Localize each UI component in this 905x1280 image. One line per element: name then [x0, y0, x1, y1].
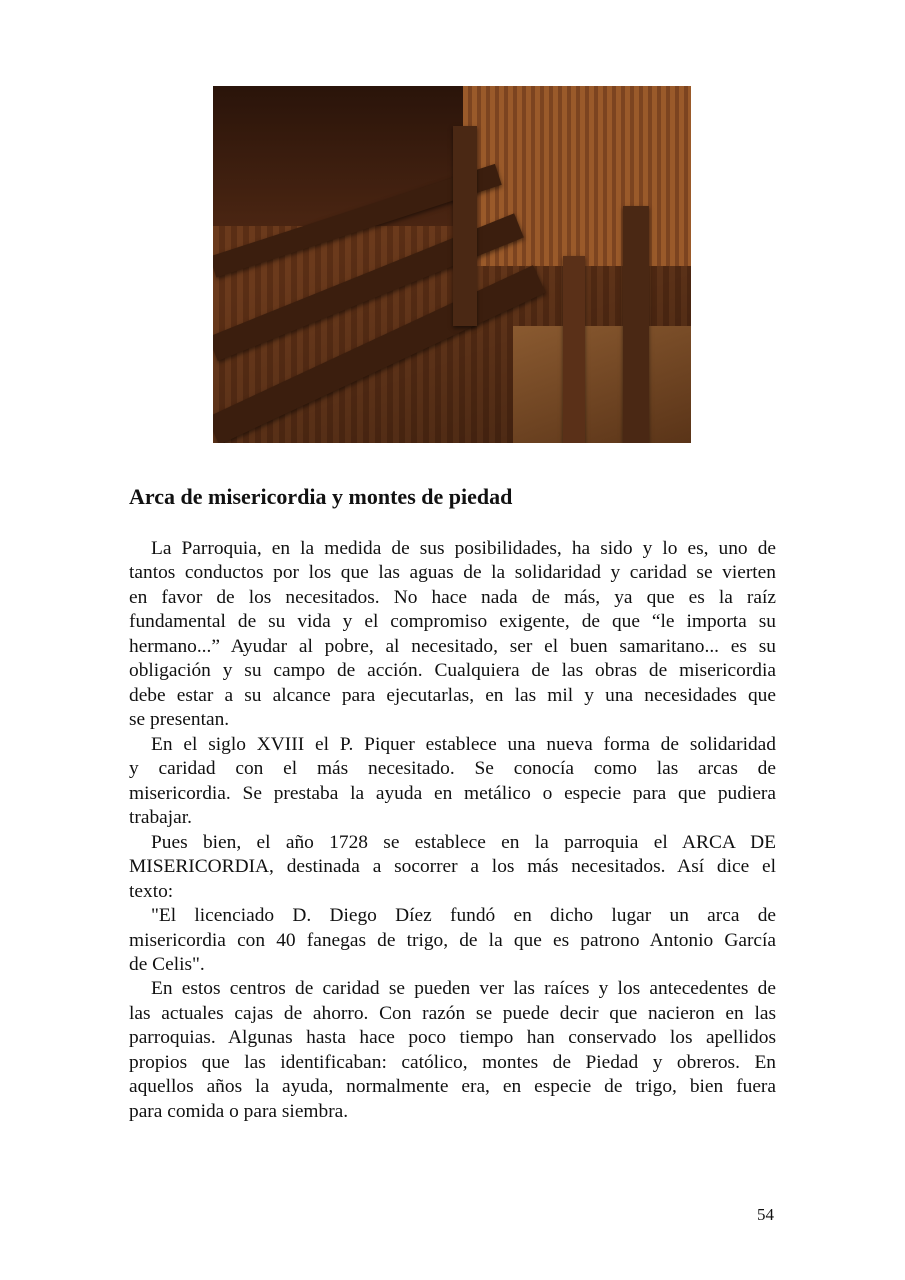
text-line: en favor de los necesitados. No hace nada de más, ya que es la raíz: [129, 586, 776, 608]
text-line: trabajar.: [129, 807, 192, 829]
text-line: MISERICORDIA, destinada a socorrer a los más necesitados. Así dice el: [129, 856, 776, 878]
paragraph: [129, 733, 776, 831]
text-line: "El licenciado D. Diego Díez fundó en dicho lugar un arca de: [151, 905, 776, 927]
text-line: las actuales cajas de ahorro. Con razón se puede decir que nacieron en las: [129, 1002, 776, 1024]
text-line: obligación y su campo de acción. Cualquiera de las obras de misericordia: [129, 660, 776, 682]
section-heading: Arca de misericordia y montes de piedad: [129, 484, 513, 509]
paragraph: [129, 537, 776, 733]
text-line: propios que las identificaban: católico, montes de Piedad y obreros. En: [129, 1051, 776, 1073]
text-line: aquellos años la ayuda, normalmente era, en especie de trigo, bien fuera: [129, 1076, 776, 1098]
text-line: y caridad con el más necesitado. Se conocía como las arcas de: [129, 758, 776, 780]
text-line: para comida o para siembra.: [129, 1100, 349, 1122]
church-pews-photo: [213, 86, 691, 443]
paragraph: [129, 831, 776, 904]
text-line: parroquias. Algunas hasta hace poco tiempo han conservado los apellidos: [129, 1027, 776, 1049]
text-line: En el siglo XVIII el P. Piquer establece una nueva forma de solidaridad: [151, 733, 776, 755]
text-line: debe estar a su alcance para ejecutarlas, en las mil y una necesidades que: [129, 684, 776, 706]
text-line: se presentan.: [129, 709, 230, 731]
photo-bench: [213, 213, 524, 361]
photo-floor: [513, 326, 691, 443]
text-line: En estos centros de caridad se pueden ver las raíces y los antecedentes de: [151, 978, 776, 1000]
text-line: tantos conductos por los que las aguas de la solidaridad y caridad se vierten: [129, 562, 776, 584]
photo-chair: [563, 256, 585, 443]
photo-chair: [453, 126, 477, 326]
text-line: misericordia. Se prestaba la ayuda en metálico o especie para que pudiera: [129, 782, 776, 804]
text-line: hermano...” Ayudar al pobre, al necesitado, ser el buen samaritano... es su: [129, 635, 776, 657]
body-text: [129, 537, 776, 1124]
text-line: fundamental de su vida y el compromiso exigente, de que “le importa su: [129, 611, 776, 633]
text-line: La Parroquia, en la medida de sus posibilidades, ha sido y lo es, uno de: [151, 538, 776, 559]
text-line: de Celis".: [129, 953, 205, 975]
text-line: Pues bien, el año 1728 se establece en la parroquia el ARCA DE: [151, 831, 776, 853]
text-line: misericordia con 40 fanegas de trigo, de la que es patrono Antonio García: [129, 929, 776, 951]
paragraph: [129, 904, 776, 977]
page-number: 54: [757, 1205, 774, 1224]
photo-chair: [623, 206, 649, 443]
paragraph: [129, 977, 776, 1124]
text-line: texto:: [129, 880, 174, 902]
